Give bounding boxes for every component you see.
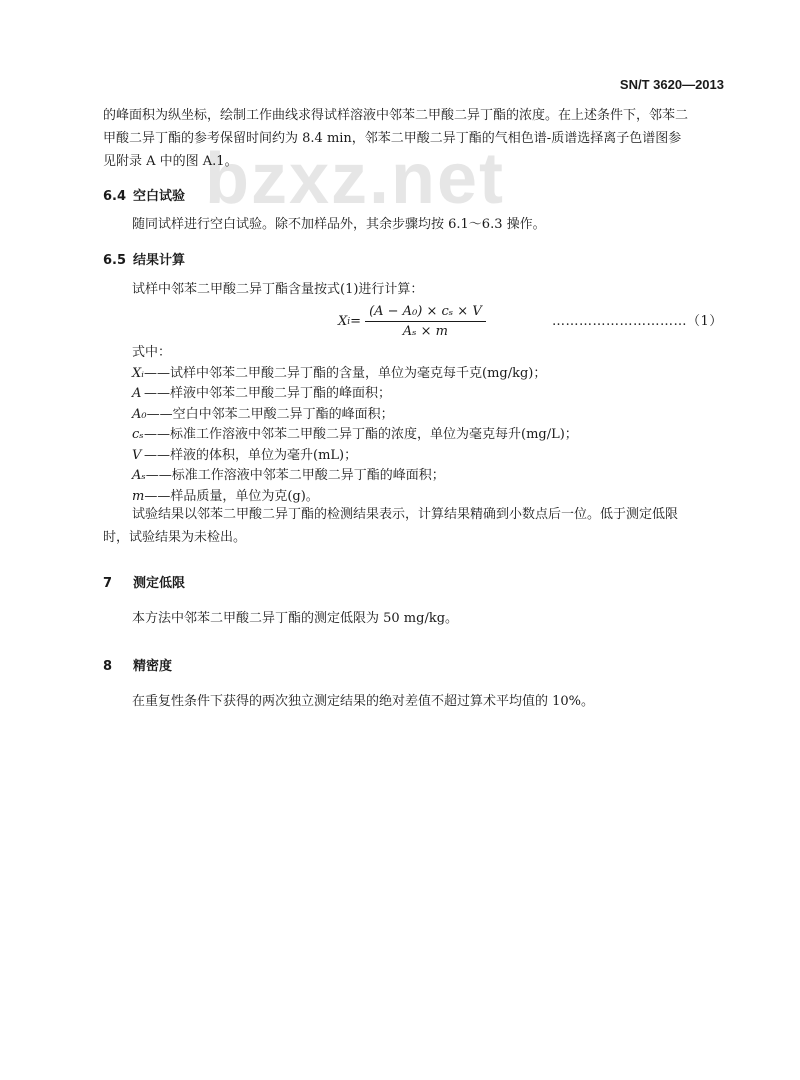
where-label: 式中： (132, 345, 172, 360)
result-line-2: 时，试验结果为未检出。 (103, 530, 247, 545)
heading-7 (103, 572, 185, 591)
definition-symbol: m (132, 488, 145, 504)
definition-text: ——样品质量，单位为克(g)。 (144, 488, 319, 504)
intro-line-1: 的峰面积为纵坐标，绘制工作曲线求得试样溶液中邻苯二甲酸二异丁酯的浓度。在上述条件下，邻苯二 (103, 108, 689, 123)
definition-text: ——样液的体积，单位为毫升(mL)； (144, 447, 358, 463)
definition-row (132, 425, 578, 446)
section-number: 8 (103, 659, 113, 674)
intro-line-2: 甲酸二异丁酯的参考保留时间约为 8.4 min，邻苯二甲酸二异丁酯的气相色谱-质谱选择离子色谱图参 (103, 131, 682, 146)
definition-text: ——标准工作溶液中邻苯二甲酸二异丁酯的浓度，单位为毫克每升(mg/L)； (144, 427, 578, 442)
formula-numerator: (A − A₀) × cₛ × V (365, 304, 486, 322)
definition-symbol: V (132, 447, 142, 463)
precision-text: 在重复性条件下获得的两次独立测定结果的绝对差值不超过算术平均值的 10%。 (132, 694, 595, 709)
definition-text: ——空白中邻苯二甲酸二异丁酯的峰面积； (146, 406, 394, 422)
section-title: 测定低限 (133, 576, 186, 591)
definition-text: ——样液中邻苯二甲酸二异丁酯的峰面积； (144, 386, 392, 401)
definition-row (132, 384, 578, 405)
definition-symbol: Xᵢ (132, 365, 144, 381)
formula-lhs-sub: i (347, 316, 351, 327)
watermark: bzxz.net (205, 139, 506, 219)
standard-number: SN/T 3620—2013 (619, 77, 724, 92)
result-line-1: 试验结果以邻苯二甲酸二异丁酯的检测结果表示，计算结果精确到小数点后一位。低于测定低限 (132, 507, 679, 522)
definition-symbol: A₀ (132, 406, 147, 422)
definition-row (132, 405, 578, 426)
definition-symbol: cₛ (132, 427, 144, 442)
definition-symbol: A (132, 386, 142, 401)
formula-fraction (365, 304, 486, 339)
heading-6-4 (103, 185, 185, 204)
formula-denominator: Aₛ × m (402, 324, 449, 339)
definition-row (132, 446, 578, 467)
definition-text: ——标准工作溶液中邻苯二甲酸二异丁酯的峰面积； (145, 468, 445, 483)
definition-row (132, 466, 578, 487)
calc-intro: 试样中邻苯二甲酸二异丁酯含量按式(1)进行计算： (132, 282, 424, 297)
heading-8 (103, 655, 172, 674)
equation-number: …………………………（1） (552, 314, 723, 329)
section-title: 结果计算 (133, 253, 186, 268)
formula-1 (338, 304, 486, 339)
blank-test-text: 随同试样进行空白试验。除不加样品外，其余步骤均按 6.1～6.3 操作。 (132, 217, 546, 232)
section-title: 精密度 (133, 659, 173, 674)
definition-row (132, 364, 578, 385)
section-title: 空白试验 (133, 189, 186, 204)
detection-limit-text: 本方法中邻苯二甲酸二异丁酯的测定低限为 50 mg/kg。 (132, 611, 459, 626)
definition-symbol: Aₛ (132, 468, 146, 483)
heading-6-5 (103, 249, 185, 268)
intro-line-3: 见附录 A 中的图 A.1。 (103, 154, 238, 169)
definition-row (132, 487, 578, 508)
section-number: 6.4 (103, 189, 127, 204)
definition-text: ——试样中邻苯二甲酸二异丁酯的含量，单位为毫克每千克(mg/kg)； (144, 365, 547, 381)
formula-equals: = (350, 314, 362, 329)
symbol-definitions (132, 343, 578, 507)
formula-lhs: X (338, 314, 348, 329)
section-number: 6.5 (103, 253, 127, 268)
section-number: 7 (103, 576, 113, 591)
